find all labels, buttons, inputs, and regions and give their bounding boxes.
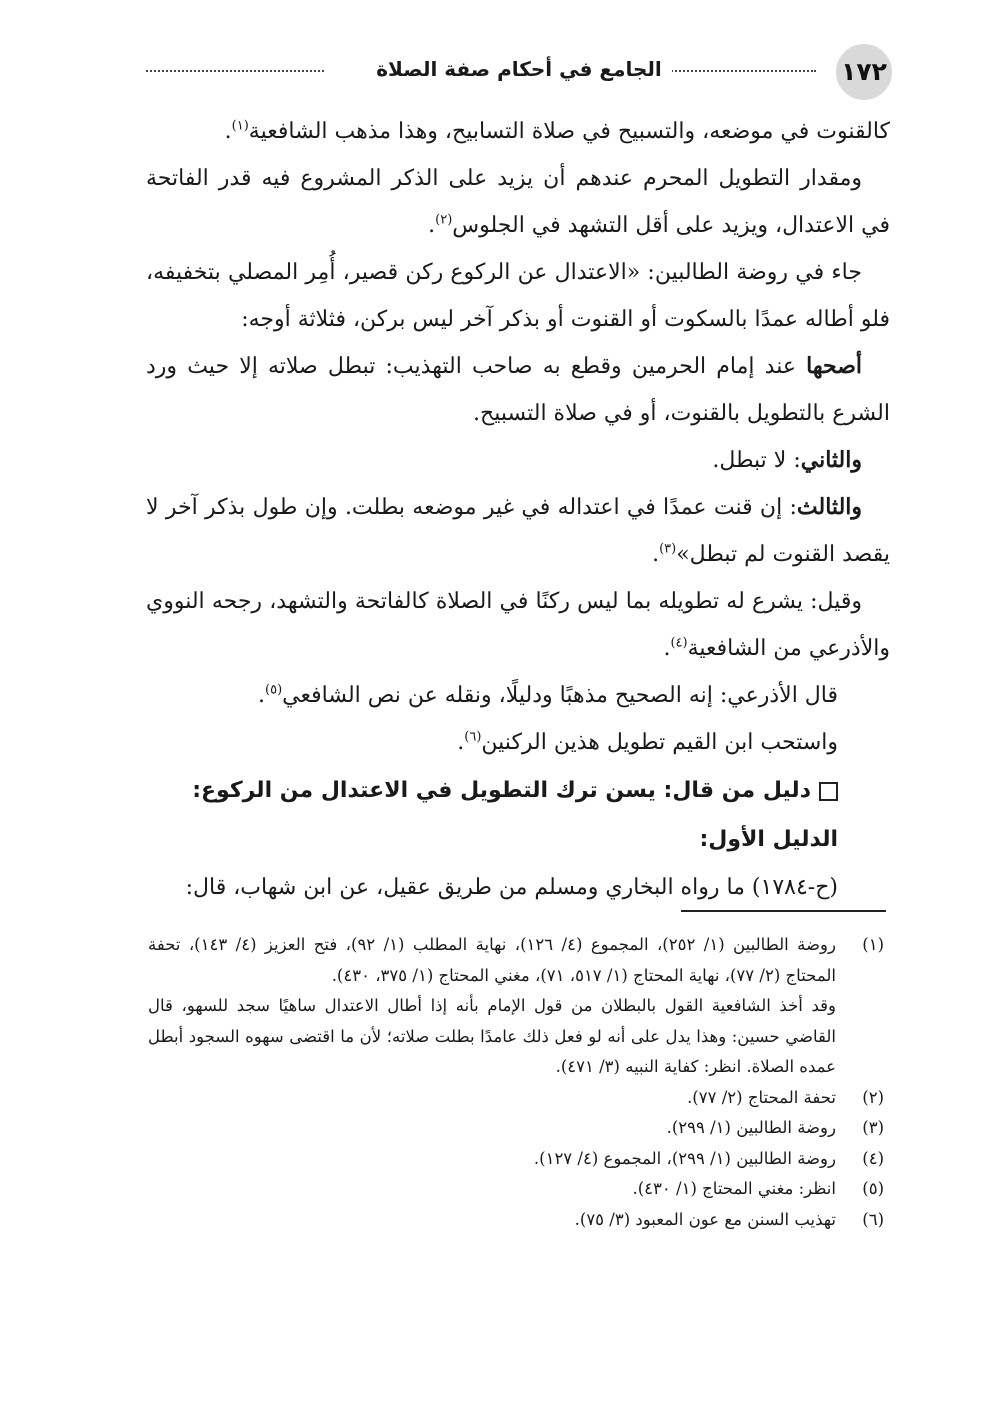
footnote-text: تحفة المحتاج (٢/ ٧٧). — [687, 1087, 836, 1107]
page-number: ١٧٢ — [836, 44, 892, 100]
paragraph: والثالث: إن قنت عمدًا في اعتداله في غير موضعه بطلت. وإن طول بذكر آخر لا يقصد القنوت لم تبطل»$^{(٣)}$. — [146, 494, 890, 567]
footnote-item — [148, 1205, 888, 1236]
paragraph: والثاني: لا تبطل. — [712, 447, 862, 473]
footnote-item — [148, 1174, 888, 1205]
footnote-item — [148, 1144, 888, 1175]
section-heading: دليل من قال: يسن ترك التطويل في الاعتدال من الركوع: — [146, 766, 890, 815]
paragraph: جاء في روضة الطالبين: «الاعتدال عن الركوع ركن قصير، أُمِر المصلي بتخفيفه، فلو أطاله عمدًا بالسكوت أو القنوت أو بذكر آخر ليس بركن، فثلاثة أوجه: — [146, 260, 890, 332]
footnote-number: (٦) — [862, 1209, 884, 1229]
footnote-divider — [681, 910, 886, 912]
paragraph: قال الأذرعي: إنه الصحيح مذهبًا ودليلًا، ونقله عن نص الشافعي$^{(٥)}$. — [258, 682, 838, 708]
subsection-heading: الدليل الأول: — [699, 827, 838, 852]
paragraph: أصحها عند إمام الحرمين وقطع به صاحب التهذيب: تبطل صلاته إلا حيث ورد الشرع بالتطويل بالقنوت، أو في صلاة التسبيح. — [146, 353, 890, 426]
footnote-text: انظر: مغني المحتاج (١/ ٤٣٠). — [632, 1179, 836, 1198]
paragraph: كالقنوت في موضعه، والتسبيح في صلاة التسابيح، وهذا مذهب الشافعية$^{(١)}$. — [224, 118, 890, 144]
footnote-number: (٢) — [862, 1087, 884, 1107]
footnote-item — [148, 930, 888, 991]
footnotes — [148, 930, 888, 1235]
footnote-number: (١) — [862, 935, 884, 954]
footnote-ref: (٣) — [659, 541, 677, 557]
footnote-number: (٣) — [862, 1118, 884, 1137]
main-text — [146, 108, 890, 911]
footnote-text: روضة الطالبين (١/ ٢٩٩)، المجموع (٤/ ١٢٧). — [533, 1148, 836, 1168]
footnote-ref: (٥) — [265, 682, 283, 698]
footnote-number: (٤) — [862, 1148, 884, 1168]
footnote-ref: (٦) — [464, 729, 482, 745]
checkbox-icon — [819, 782, 838, 801]
footnote-item — [148, 1113, 888, 1144]
footnote-ref: (٤) — [670, 635, 688, 651]
footnote-text: روضة الطالبين (١/ ٢٥٢)، المجموع (٤/ ١٢٦)، نهاية المطلب (١/ ٩٢)، فتح العزيز (٤/ ١٤٣)، تحفة المحتاج (٢/ ٧٧)، نهاية المحتاج (١/ ٥١٧، ٧١)، مغني المحتاج (١/ ٣٧٥، ٤٣٠). — [148, 935, 836, 985]
book-title: الجامع في أحكام صفة الصلاة — [146, 57, 892, 81]
paragraph: ومقدار التطويل المحرم عندهم أن يزيد على الذكر المشروع فيه قدر الفاتحة في الاعتدال، ويزيد على أقل التشهد في الجلوس$^{(٢)}$. — [146, 166, 890, 238]
footnote-continuation: وقد أخذ الشافعية القول بالبطلان من قول الإمام بأنه إذا أطال الاعتدال ساهيًا سجد للسهو، قال القاضي حسين: وهذا يدل على أنه لو فعل ذلك عامدًا بطلت صلاته؛ لأن ما اقتضى سهوه السجود أبطل عمده الصلاة. انظر: كفاية النبيه (٣/ ٤٧١). — [148, 996, 836, 1076]
footnote-item — [148, 1083, 888, 1114]
footnote-text: تهذيب السنن مع عون المعبود (٣/ ٧٥). — [574, 1209, 836, 1229]
paragraph: وقيل: يشرع له تطويله بما ليس ركنًا في الصلاة كالفاتحة والتشهد، رجحه النووي والأذرعي من الشافعية$^{(٤)}$. — [146, 589, 890, 661]
paragraph: (ح-١٧٨٤) ما رواه البخاري ومسلم من طريق عقيل، عن ابن شهاب، قال: — [185, 875, 838, 900]
footnote-ref: (٢) — [435, 212, 453, 228]
page-header — [146, 44, 892, 102]
footnote-number: (٥) — [862, 1179, 884, 1198]
footnote-ref: (١) — [231, 118, 249, 134]
paragraph: واستحب ابن القيم تطويل هذين الركنين$^{(٦)}$. — [457, 729, 838, 755]
footnote-text: روضة الطالبين (١/ ٢٩٩). — [666, 1118, 836, 1137]
